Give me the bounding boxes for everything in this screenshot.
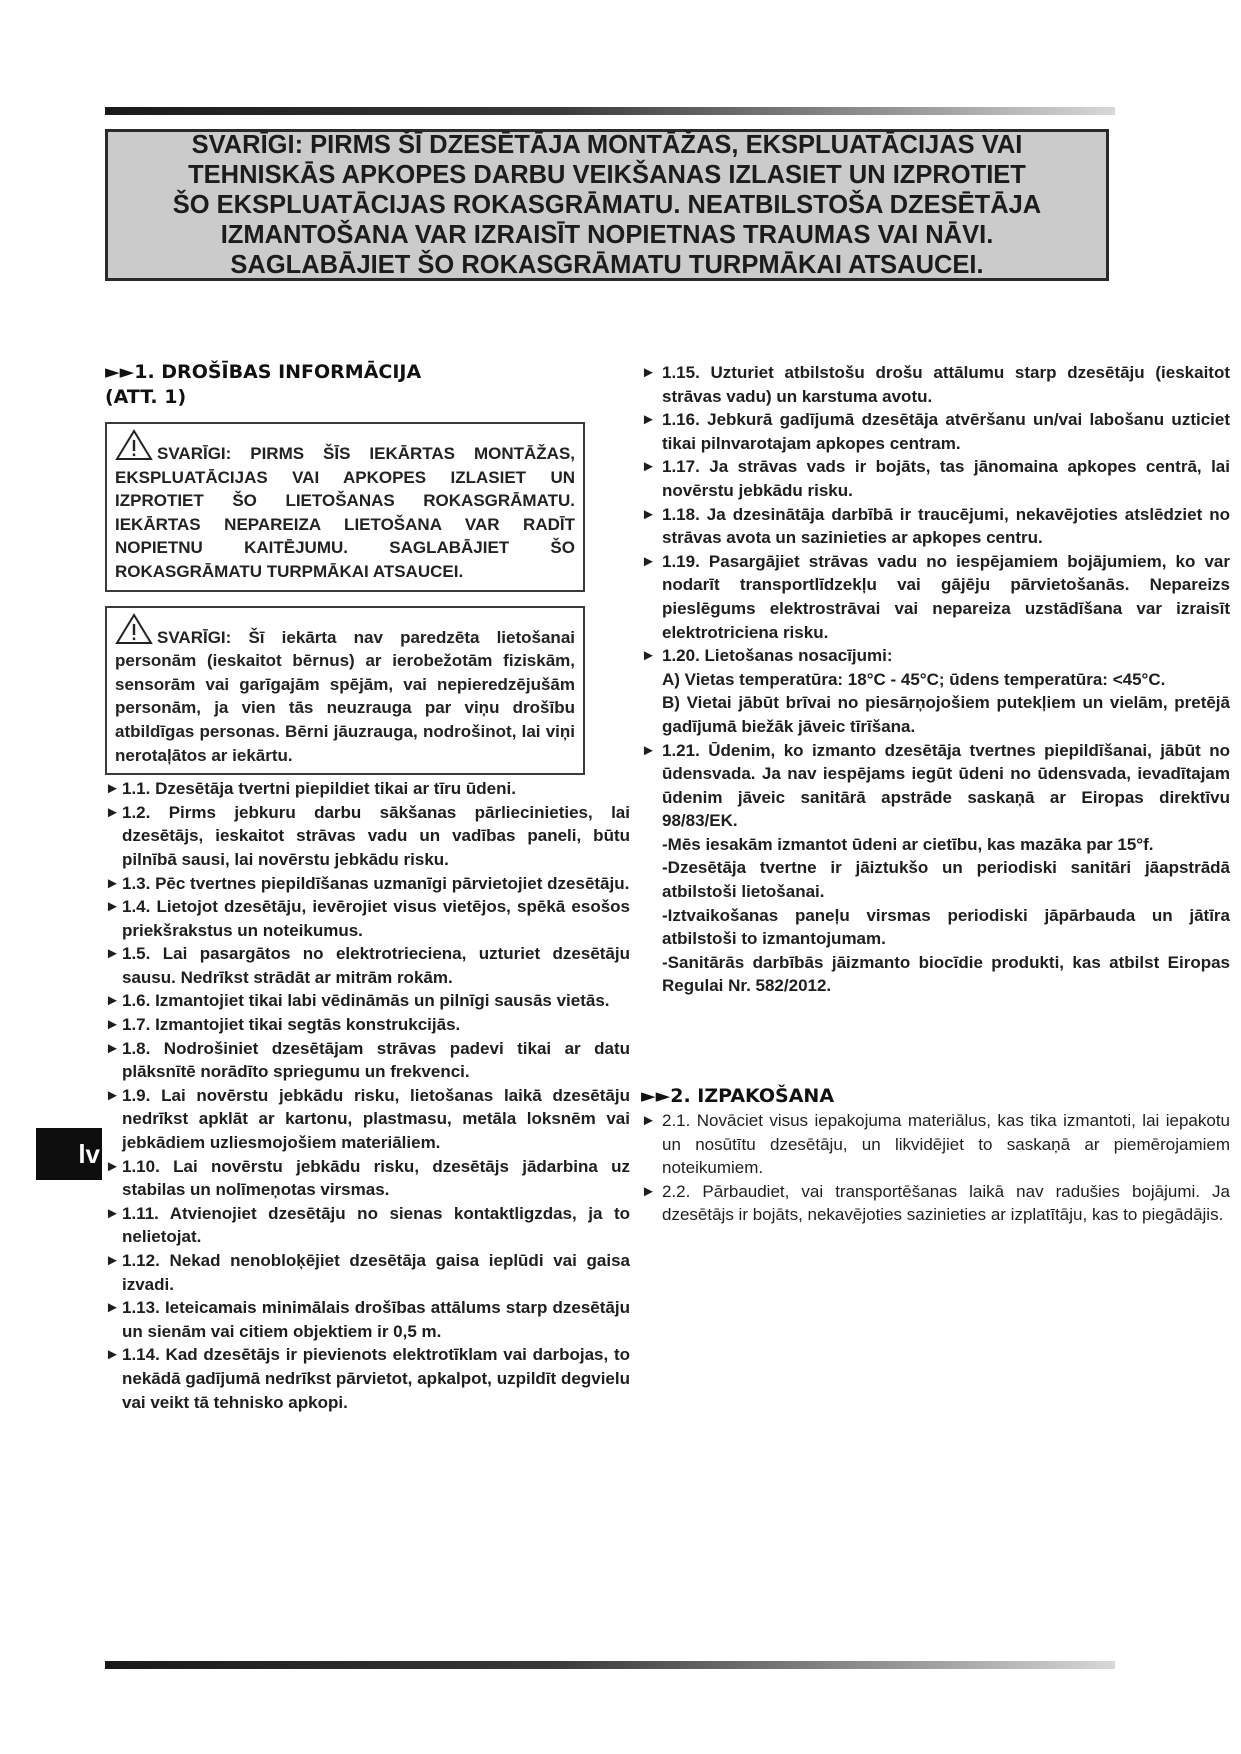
item-subtext: -Mēs iesakām izmantot ūdeni ar cietību, kas mazāka par 15°f. [662,834,1154,854]
warning-box-persons [105,606,585,776]
bullet-arrow-icon: ► [105,1016,120,1034]
section-2-title: 2. IZPAKOŠANA [670,1085,835,1108]
banner-line: IZMANTOŠANA VAR IZRAISĪT NOPIETNAS TRAUMAS VAI NĀVI. [220,221,994,249]
warning-banner [105,129,1109,281]
bullet-arrow-icon: ► [641,1182,656,1200]
section-1-subtitle: (ATT. 1) [105,386,187,408]
bullet-arrow-icon: ► [105,992,120,1010]
section-arrows: ►► [105,361,135,383]
item-text: 1.7. Izmantojiet tikai segtās konstrukcijās. [122,1015,461,1035]
item-subtext: A) Vietas temperatūra: 18°C - 45°C; ūdens temperatūra: <45°C. [662,669,1166,689]
bullet-arrow-icon: ► [105,874,120,892]
safety-list-right [641,361,1230,644]
item-text: 2.2. Pārbaudiet, vai transportēšanas laikā nav radušies bojājumi. Ja dzesētājs ir bojāts, nekavējoties sazinieties ar izplatītāju, kas to piegādājis. [662,1181,1230,1225]
section-1-heading [105,360,630,410]
list-item [641,503,1230,550]
item-text: 1.21. Ūdenim, ko izmanto dzesētāja tvertnes piepildīšanai, jābūt no ūdensvada. Ja nav iespējams iegūt ūdeni no ūdensvada, ievadītajam ūdenim jāveic sanitārā apstrāde saskaņā ar Eiropas direktīvu 98/83/EK. [662,740,1230,831]
item-subtext: B) Vietai jābūt brīvai no piesārņojošiem putekļiem un vielām, pretējā gadījumā biežāk jāveic tīrīšana. [662,693,1230,736]
bullet-arrow-icon: ► [641,505,656,523]
banner-line: TEHNISKĀS APKOPES DARBU VEIKŠANAS IZLASIET UN IZPROTIET [188,161,1026,189]
bullet-arrow-icon: ► [105,1299,120,1317]
section-1-title: 1. DROŠĪBAS INFORMĀCIJA [134,361,422,383]
bullet-arrow-icon: ► [641,1112,656,1130]
language-tab: lv [36,1128,102,1180]
bullet-arrow-icon: ► [641,647,656,665]
safety-list-left [105,777,630,1414]
warning-box-text: SVARĪGI: PIRMS ŠĪS IEKĀRTAS MONTĀŽAS, EKSPLUATĀCIJAS VAI APKOPES IZLASIET UN IZPROTIET ŠO LIETOŠANAS ROKASGRĀMATU. IEKĀRTAS NEPAREIZA LIETOŠANA VAR RADĪT NOPIETNU KAITĒJUMU. SAGLABĀJIET ŠO ROKASGRĀMATU TURPMĀKAI ATSAUCEI. [115,444,575,581]
item-text: 1.14. Kad dzesētājs ir pievienots elektrotīklam vai darbojas, to nekādā gadījumā nedrīkst pārvietot, apkalpot, uzpildīt degvielu vai veikt tā tehnisko apkopi. [122,1345,630,1412]
item-text: 1.8. Nodrošiniet dzesētājam strāvas padevi tikai ar datu plāksnītē norādīto spriegumu un frekvenci. [122,1038,630,1082]
item-text: 1.1. Dzesētāja tvertni piepildiet tikai ar tīru ūdeni. [122,779,516,799]
list-item [105,872,630,896]
item-text: 2.1. Novāciet visus iepakojuma materiālus, kas tika izmantoti, lai iepakotu un nosūtītu dzesētāju, un likvidējiet to saskaņā ar piemērojamiem noteikumiem. [662,1111,1230,1178]
item-text: 1.17. Ja strāvas vads ir bojāts, tas jānomaina apkopes centrā, lai novērstu jebkādu risku. [662,457,1230,500]
banner-line: SVARĪGI: PIRMS ŠĪ DZESĒTĀJA MONTĀŽAS, EKSPLUATĀCIJAS VAI [191,131,1023,159]
top-rule [105,107,1115,115]
item-subtext: -Sanitārās darbībās jāizmanto biocīdie produkti, kas atbilst Eiropas Regulai Nr. 582/2012. [662,952,1230,996]
list-item [641,408,1230,455]
item-text: 1.15. Uzturiet atbilstošu drošu attālumu starp dzesētāju (ieskaitot strāvas vadu) un karstuma avotu. [662,363,1230,406]
warning-triangle-icon [115,429,153,461]
item-subtext: -Dzesētāja tvertne ir jāiztukšo un periodiski sanitāri jāapstrādā atbilstoši lietošanai. [662,858,1230,902]
item-text: 1.16. Jebkurā gadījumā dzesētāja atvēršanu un/vai labošanu uzticiet tikai pilnvarotajam apkopes centram. [662,410,1230,453]
item-text: 1.9. Lai novērstu jebkādu risku, lietošanas laikā dzesētāju nedrīkst apklāt ar kartonu, plastmasu, metāla loksnēm vai jebkādiem uzliesmojošiem materiāliem. [122,1085,630,1153]
list-item [105,1155,630,1202]
list-item [641,455,1230,502]
item-text: 1.3. Pēc tvertnes piepildīšanas uzmanīgi pārvietojiet dzesētāju. [122,873,630,893]
banner-line: ŠO EKSPLUATĀCIJAS ROKASGRĀMATU. NEATBILSTOŠA DZESĒTĀJA [172,191,1042,219]
item-text: 1.12. Nekad nenobloķējiet dzesētāja gaisa ieplūdi vai gaisa izvadi. [122,1251,630,1294]
bullet-arrow-icon: ► [105,1252,120,1269]
bullet-arrow-icon: ► [105,898,120,916]
section-2-heading [641,1084,1230,1109]
list-item [105,895,630,942]
bullet-arrow-icon: ► [105,1346,120,1364]
list-item [105,1343,630,1414]
bullet-arrow-icon: ► [105,1039,120,1057]
list-item [641,739,1230,999]
item-text: 1.13. Ieteicamais minimālais drošības attālums starp dzesētāju un sienām vai citiem objektiem ir 0,5 m. [122,1298,630,1341]
list-item [105,1084,630,1155]
list-item [105,1249,630,1296]
bullet-arrow-icon: ► [105,945,120,963]
item-text: 1.2. Pirms jebkuru darbu sākšanas pārliecinieties, lai dzesētājs, ieskaitot strāvas vadu un vadības paneli, būtu pilnībā sausi, lai novērstu jebkādu risku. [122,802,630,869]
list-item [641,644,1230,738]
list-item [641,1180,1230,1227]
list-item [105,1296,630,1343]
item-text: 1.10. Lai novērstu jebkādu risku, dzesētājs jādarbina uz stabilas un nolīmeņotas virsmas. [122,1156,630,1200]
list-item [105,942,630,989]
bullet-arrow-icon: ► [641,411,656,429]
warning-triangle-icon [115,613,153,645]
item-text: 1.19. Pasargājiet strāvas vadu no iespējamiem bojājumiem, ko var nodarīt transportlīdzekļu vai gājēju pārvietošanās. Nepareizs pieslēgums elektrostrāvai vai nepareiza uzstādīšana var izraisīt elektrotriciena risku. [662,551,1230,642]
list-item [105,989,630,1013]
list-item [641,1109,1230,1180]
list-item [641,361,1230,408]
bullet-arrow-icon: ► [105,780,120,798]
item-text: 1.5. Lai pasargātos no elektrotrieciena, uzturiet dzesētāju sausu. Nedrīkst strādāt ar mitrām rokām. [122,944,630,987]
list-item [641,550,1230,644]
bullet-arrow-icon: ► [641,458,656,476]
warning-box-text: SVARĪGI: Šī iekārta nav paredzēta lietošanai personām (ieskaitot bērnus) ar ierobežotām fiziskām, sensorām vai garīgajām spējām, vai nepieredzējušām personām, ja vien tās neuzrauga par viņu drošību atbildīgas personas. Bērni jāuzrauga, nodrošinot, lai viņi nerotaļātos ar iekārtu. [115,627,575,765]
item-text: 1.4. Lietojot dzesētāju, ievērojiet visus vietējos, spēkā esošos priekšrakstus un noteikumus. [122,897,630,940]
bullet-arrow-icon: ► [641,364,656,381]
bullet-arrow-icon: ► [641,552,656,570]
warning-box-installation [105,422,585,592]
item-text: 1.18. Ja dzesinātāja darbībā ir traucējumi, nekavējoties atslēdziet no strāvas avota un sazinieties ar apkopes centru. [662,504,1230,548]
bullet-arrow-icon: ► [105,1086,120,1104]
bottom-rule [105,1661,1115,1669]
bullet-arrow-icon: ► [105,1204,120,1222]
item-subtext: -Iztvaikošanas paneļu virsmas periodiski jāpārbauda un jātīra atbilstoši to izmantojumam. [662,905,1230,949]
bullet-arrow-icon: ► [105,1157,120,1175]
left-column [105,360,630,1414]
item-text: 1.6. Izmantojiet tikai labi vēdināmās un pilnīgi sausās vietās. [122,991,610,1011]
item-text: 1.20. Lietošanas nosacījumi: [662,646,893,666]
section-arrows: ►► [641,1085,671,1108]
bullet-arrow-icon: ► [105,803,120,821]
list-item [105,1202,630,1249]
item-text: 1.11. Atvienojiet dzesētāju no sienas kontaktligzdas, ja to nelietojat. [122,1203,630,1247]
right-column [641,361,1230,1227]
list-item [105,777,630,801]
list-item [105,1013,630,1037]
list-item [105,1037,630,1084]
bullet-arrow-icon: ► [641,741,656,759]
banner-line: SAGLABĀJIET ŠO ROKASGRĀMATU TURPMĀKAI ATSAUCEI. [230,251,984,279]
list-item [105,801,630,872]
